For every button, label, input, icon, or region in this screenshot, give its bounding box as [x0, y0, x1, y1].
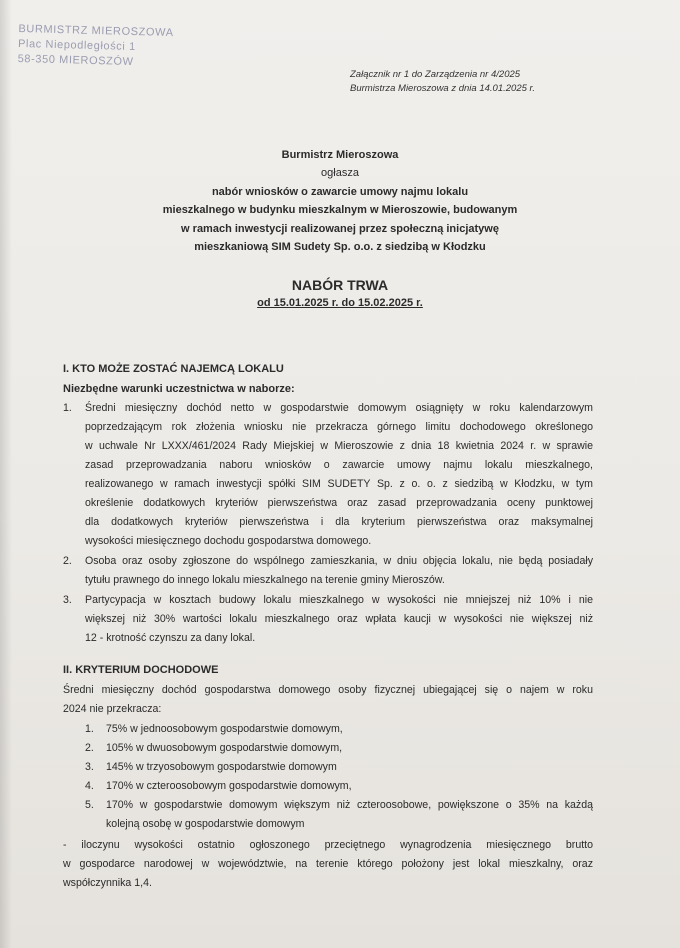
list-item-line: dla dodatkowych kryteriów pierwszeństwa i dla kryterium pierwszeństwa oraz maksymalnej	[85, 516, 593, 528]
list-item-line: 145% w trzyosobowym gospodarstwie domowym	[106, 761, 337, 773]
annex-note	[350, 68, 535, 96]
intro-line: 2024 nie przekracza:	[63, 703, 162, 715]
list-item-line: 75% w jednoosobowym gospodarstwie domowym,	[106, 723, 343, 735]
list-number: 1.	[63, 402, 72, 414]
list-item-line: tytułu prawnego do innego lokalu mieszkalnego na terenie gminy Mieroszów.	[85, 574, 445, 586]
list-number: 3.	[63, 594, 72, 606]
list-item-line: Partycypacja w kosztach budowy lokalu mieszkalnego w wysokości nie mniejszej niż 10% i nie	[85, 594, 593, 606]
section-1-title: I. KTO MOŻE ZOSTAĆ NAJEMCĄ LOKALU	[63, 363, 284, 375]
header-line: mieszkalnego w budynku mieszkalnym w Mieroszowie, budowanym	[162, 204, 518, 217]
list-item-line: w uchwale Nr LXXX/461/2024 Rady Miejskiej w Mieroszowie z dnia 18 kwietnia 2024 r. w sprawie	[85, 440, 593, 452]
list-item-line: określenie dodatkowych kryteriów pierwszeństwa oraz zasad przeprowadzania oceny punktowej	[85, 497, 593, 509]
announcement-header	[0, 146, 680, 256]
header-line: mieszkaniową SIM Sudety Sp. o.o. z siedzibą w Kłodzku	[194, 241, 486, 254]
header-line: Burmistrz Mieroszowa	[281, 149, 399, 161]
list-number: 1.	[85, 723, 94, 735]
list-item-line: kolejną osobę w gospodarstwie domowym	[106, 818, 305, 830]
list-number: 2.	[63, 555, 72, 567]
outro-line: - iloczynu wysokości ostatnio ogłoszonego przeciętnego wynagrodzenia miesięcznego brutto	[63, 839, 593, 851]
list-item-line: 170% w gospodarstwie domowym większym niż czteroosobowe, powiększone o 35% na każdą	[106, 799, 593, 811]
outro-line: w gospodarce narodowej w województwie, na terenie którego położony jest lokal mieszkalny, oraz	[63, 858, 593, 870]
list-item-line: większej niż 30% wartości lokalu mieszkalnego oraz wpłata kaucji w wysokości nie większej niż	[85, 613, 593, 625]
list-number: 2.	[85, 742, 94, 754]
annex-line: Załącznik nr 1 do Zarządzenia nr 4/2025	[350, 69, 521, 80]
intro-line: Średni miesięczny dochód gospodarstwa domowego osoby fizycznej ubiegającej się o najem w roku	[63, 684, 593, 696]
header-line: w ramach inwestycji realizowanej przez społeczną inicjatywę	[181, 222, 499, 235]
list-item-line: realizowanego w ramach inwestycji spółki SIM SUDETY Sp. z o. o. z siedzibą w Kłodzku, w tym	[85, 478, 593, 490]
list-item-line: poprzedzającym rok złożenia wniosku nie przekracza górnego limitu dochodowego określonego	[85, 421, 593, 433]
list-number: 3.	[85, 761, 94, 773]
list-number: 5.	[85, 799, 94, 811]
list-item-line: 12 - krotność czynszu za dany lokal.	[85, 632, 256, 644]
header-line: ogłasza	[321, 167, 359, 180]
office-stamp	[17, 22, 173, 71]
list-item-line: 105% w dwuosobowym gospodarstwie domowym,	[106, 742, 343, 754]
list-item-line: Osoba oraz osoby zgłoszone do wspólnego zamieszkania, w dniu objęcia lokalu, nie będą posiadały	[85, 555, 593, 567]
page-edge-shadow	[0, 0, 12, 948]
list-number: 4.	[85, 780, 94, 792]
stamp-line: BURMISTRZ MIEROSZOWA	[18, 22, 174, 40]
section-2-title: II. KRYTERIUM DOCHODOWE	[63, 664, 219, 676]
section-1-subtitle: Niezbędne warunki uczestnictwa w naborze:	[63, 383, 295, 395]
list-item-line: Średni miesięczny dochód netto w gospodarstwie domowym osiągnięty w roku kalendarzowym	[85, 402, 593, 414]
status-title: NABÓR TRWA	[291, 277, 389, 293]
stamp-line: Plac Niepodległości 1	[17, 37, 136, 54]
list-item-line: wysokości miesięcznego dochodu gospodarstwa domowego.	[85, 535, 372, 547]
status-dates: od 15.01.2025 r. do 15.02.2025 r.	[257, 297, 423, 309]
header-line: nabór wniosków o zawarcie umowy najmu lokalu	[211, 185, 469, 198]
stamp-line: 58-350 MIEROSZÓW	[17, 52, 134, 68]
annex-line: Burmistrza Mieroszowa z dnia 14.01.2025 r.	[350, 83, 535, 94]
outro-line: współczynnika 1,4.	[63, 877, 152, 889]
list-item-line: 170% w czteroosobowym gospodarstwie domowym,	[106, 780, 352, 792]
list-item-line: zasad przeprowadzania naboru wniosków o zawarcie umowy najmu lokalu mieszkalnego,	[85, 459, 593, 471]
